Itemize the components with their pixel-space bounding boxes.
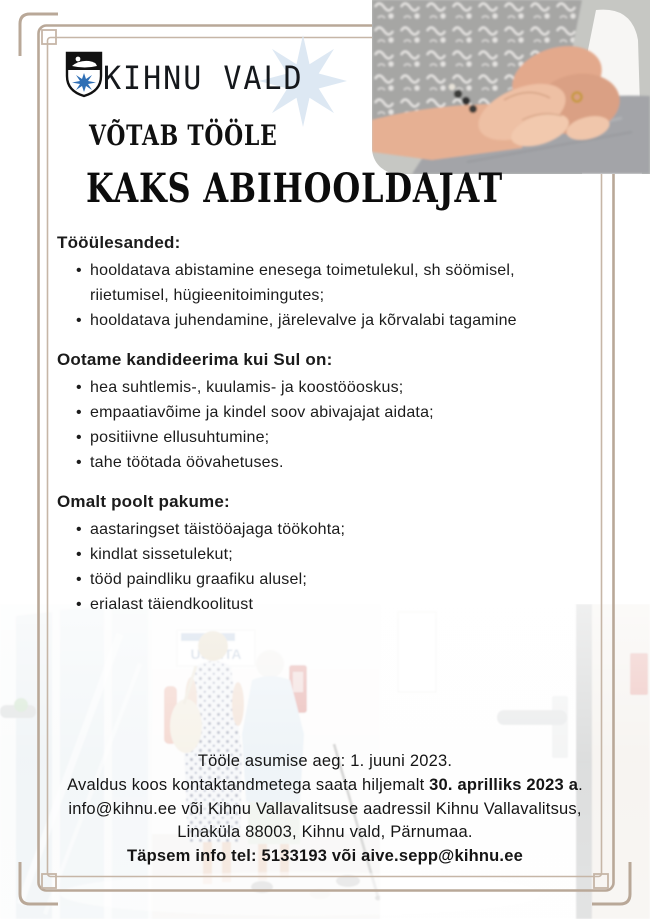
- address-line-2: Linaküla 88003, Kihnu vald, Pärnumaa.: [177, 823, 473, 842]
- hiring-subtitle: VÕTAB TÖÖLE: [89, 119, 278, 152]
- bullet-list: [57, 258, 565, 333]
- deadline-line: Avaldus koos kontaktandmetega saata hiljemalt 30. aprilliks 2023 a.: [67, 775, 583, 794]
- bullet-item: • hooldatava juhendamine, järelevalve ja kõrvalabi tagamine: [57, 308, 565, 333]
- municipality-coat-of-arms-icon: [65, 51, 103, 98]
- bullet-item: • hooldatava abistamine enesega toimetulekul, sh söömisel, riietumisel, hügieenitoimingutes;: [57, 258, 565, 308]
- job-details: [57, 233, 565, 634]
- hands-photo: [372, 0, 650, 174]
- page-title: KAKS ABIHOOLDAJAT: [86, 165, 503, 212]
- section-expectations: [57, 350, 565, 475]
- bullet-item: • kindlat sissetulekut;: [57, 542, 565, 567]
- bullet-item: • empaatiavõime ja kindel soov abivajajat aidata;: [57, 400, 565, 425]
- contact-line: Täpsem info tel: 5133193 või aive.sepp@kihnu.ee: [127, 847, 523, 866]
- address-line-1: info@kihnu.ee või Kihnu Vallavalitsuse aadressil Kihnu Vallavalitsus,: [68, 799, 582, 818]
- bullet-item: • positiivne ellusuhtumine;: [57, 425, 565, 450]
- bullet-list: [57, 517, 565, 617]
- application-info: [20, 750, 630, 869]
- bullet-item: • hea suhtlemis-, kuulamis- ja koostööoskus;: [57, 375, 565, 400]
- bullet-list: [57, 375, 565, 475]
- bullet-item: • erialast täiendkoolitust: [57, 592, 565, 617]
- deadline-date: 30. aprilliks 2023 a: [429, 775, 579, 794]
- section-title: Tööülesanded:: [57, 233, 181, 252]
- organization-name: KIHNU VALD: [103, 60, 304, 98]
- section-title: Ootame kandideerima kui Sul on:: [57, 350, 333, 369]
- bullet-item: • tahe töötada öövahetuses.: [57, 450, 565, 475]
- section-offer: [57, 492, 565, 617]
- bullet-item: • aastaringset täistööajaga töökohta;: [57, 517, 565, 542]
- section-duties: [57, 233, 565, 333]
- start-date-line: Tööle asumise aeg: 1. juuni 2023.: [197, 752, 453, 770]
- bullet-item: • tööd paindliku graafiku alusel;: [57, 567, 565, 592]
- section-title: Omalt poolt pakume:: [57, 492, 230, 511]
